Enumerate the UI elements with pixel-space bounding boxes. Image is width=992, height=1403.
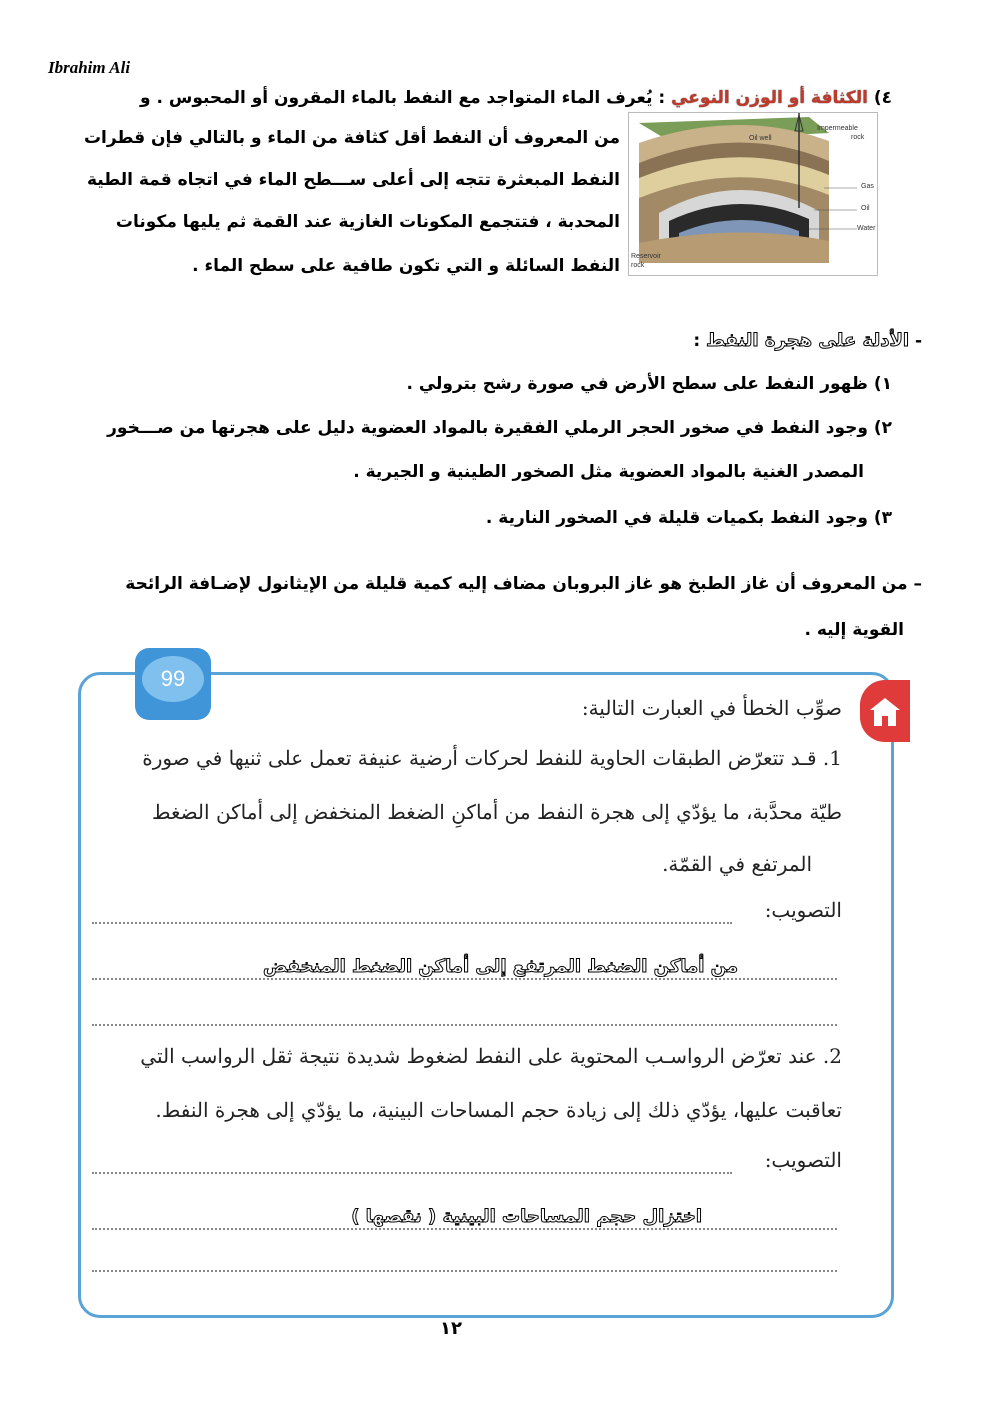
q2-answer-line3[interactable] [92, 1270, 837, 1272]
label-oil: Oil [861, 205, 870, 212]
section4-line5: النفط السائلة و التي تكون طافية على سطح الماء . [192, 256, 620, 276]
evidence-heading-colon: : [693, 331, 701, 351]
q2-correction-label: التصويب: [764, 1148, 842, 1172]
author-name: Ibrahim Ali [48, 58, 131, 77]
section4-line1-rest: : يُعرف الماء المتواجد مع النفط بالماء المقرون أو المحبوس . و [140, 88, 666, 108]
exercise-prompt: صوِّب الخطأ في العبارت التالية: [581, 696, 842, 720]
label-impermeable-rock: rock [851, 134, 865, 141]
section4-title: الكثافة أو الوزن النوعي [671, 88, 868, 108]
q2-answer-line1[interactable] [92, 1172, 732, 1174]
q2-line2: تعاقبت عليها، يؤدّي ذلك إلى زيادة حجم المساحات البينية، ما يؤدّي إلى هجرة النفط. [155, 1098, 842, 1122]
q1-answer-line3[interactable] [92, 1024, 837, 1026]
house-icon-glyph [860, 680, 910, 742]
q2-line1: 2. عند تعرّض الرواسـب المحتوية على النفط لضغوط شديدة نتيجة ثقل الرواسب التي [140, 1044, 842, 1068]
evidence-heading-dash: - [914, 331, 922, 351]
evidence-item-2a: ٢) وجود النفط في صخور الحجر الرملي الفقيرة بالمواد العضوية دليل على هجرتها من صـــخور [107, 418, 892, 438]
section4-line2: من المعروف أن النفط أقل كثافة من الماء و بالتالي فإن قطرات [83, 128, 620, 148]
q2-answer: اختزال حجم المساحات البينية ( نقصها ) [347, 1206, 706, 1227]
evidence-item-2b: المصدر الغنية بالمواد العضوية مثل الصخور الطينية و الجيرية . [353, 462, 864, 482]
label-reservoir: Reservoir [631, 253, 661, 260]
evidence-item-1: ١) ظهور النفط على سطح الأرض في صورة رشح بترولي . [406, 374, 892, 394]
section4-line4: المحدبة ، فتتجمع المكونات الغازية عند القمة ثم يليها مكونات [115, 212, 620, 232]
section4-line3: النفط المبعثرة تتجه إلى أعلى ســـطح الماء في اتجاه قمة الطية [86, 170, 620, 190]
q2-answer-line2[interactable] [92, 1228, 837, 1230]
label-water: Water [857, 225, 876, 232]
q1-answer: من أماكن الضغط المرتفع إلى أماكن الضغط المنخفض [259, 956, 742, 977]
label-gas: Gas [861, 183, 874, 190]
note-line2: القوية إليه . [804, 620, 904, 640]
label-impermeable: Impermeable [817, 125, 858, 132]
evidence-heading [693, 330, 922, 351]
house-icon [860, 680, 910, 742]
oil-trap-diagram [628, 112, 878, 276]
label-reservoir-rock: rock [631, 262, 645, 269]
q1-correction-label: التصويب: [764, 898, 842, 922]
q1-line1: 1. قـد تتعرّض الطبقات الحاوية للنفط لحركات أرضية عنيفة تعمل على ثنيها في صورة [142, 746, 842, 770]
exercise-badge-number: 99 [142, 656, 204, 702]
page-number: ١٢ [440, 1318, 462, 1339]
section4-number: ٤) [873, 88, 892, 108]
section4-line1 [140, 88, 892, 108]
label-oil-well: Oil well [749, 135, 772, 142]
evidence-heading-title: الأدلة على هجرة النفط [706, 330, 910, 351]
q1-line2: طيّة محدَّبة، ما يؤدّي إلى هجرة النفط من أماكنِ الضغط المنخفض إلى أماكن الضغط [151, 800, 842, 824]
q1-answer-line1[interactable] [92, 922, 732, 924]
evidence-item-3: ٣) وجود النفط بكميات قليلة في الصخور النارية . [485, 508, 892, 528]
q1-answer-line2[interactable] [92, 978, 837, 980]
note-line1: – من المعروف أن غاز الطبخ هو غاز البروبان مضاف إليه كمية قليلة من الإيثانول لإضـافة الرائحة [125, 574, 922, 594]
q1-line3: المرتفع في القمّة. [662, 852, 812, 876]
